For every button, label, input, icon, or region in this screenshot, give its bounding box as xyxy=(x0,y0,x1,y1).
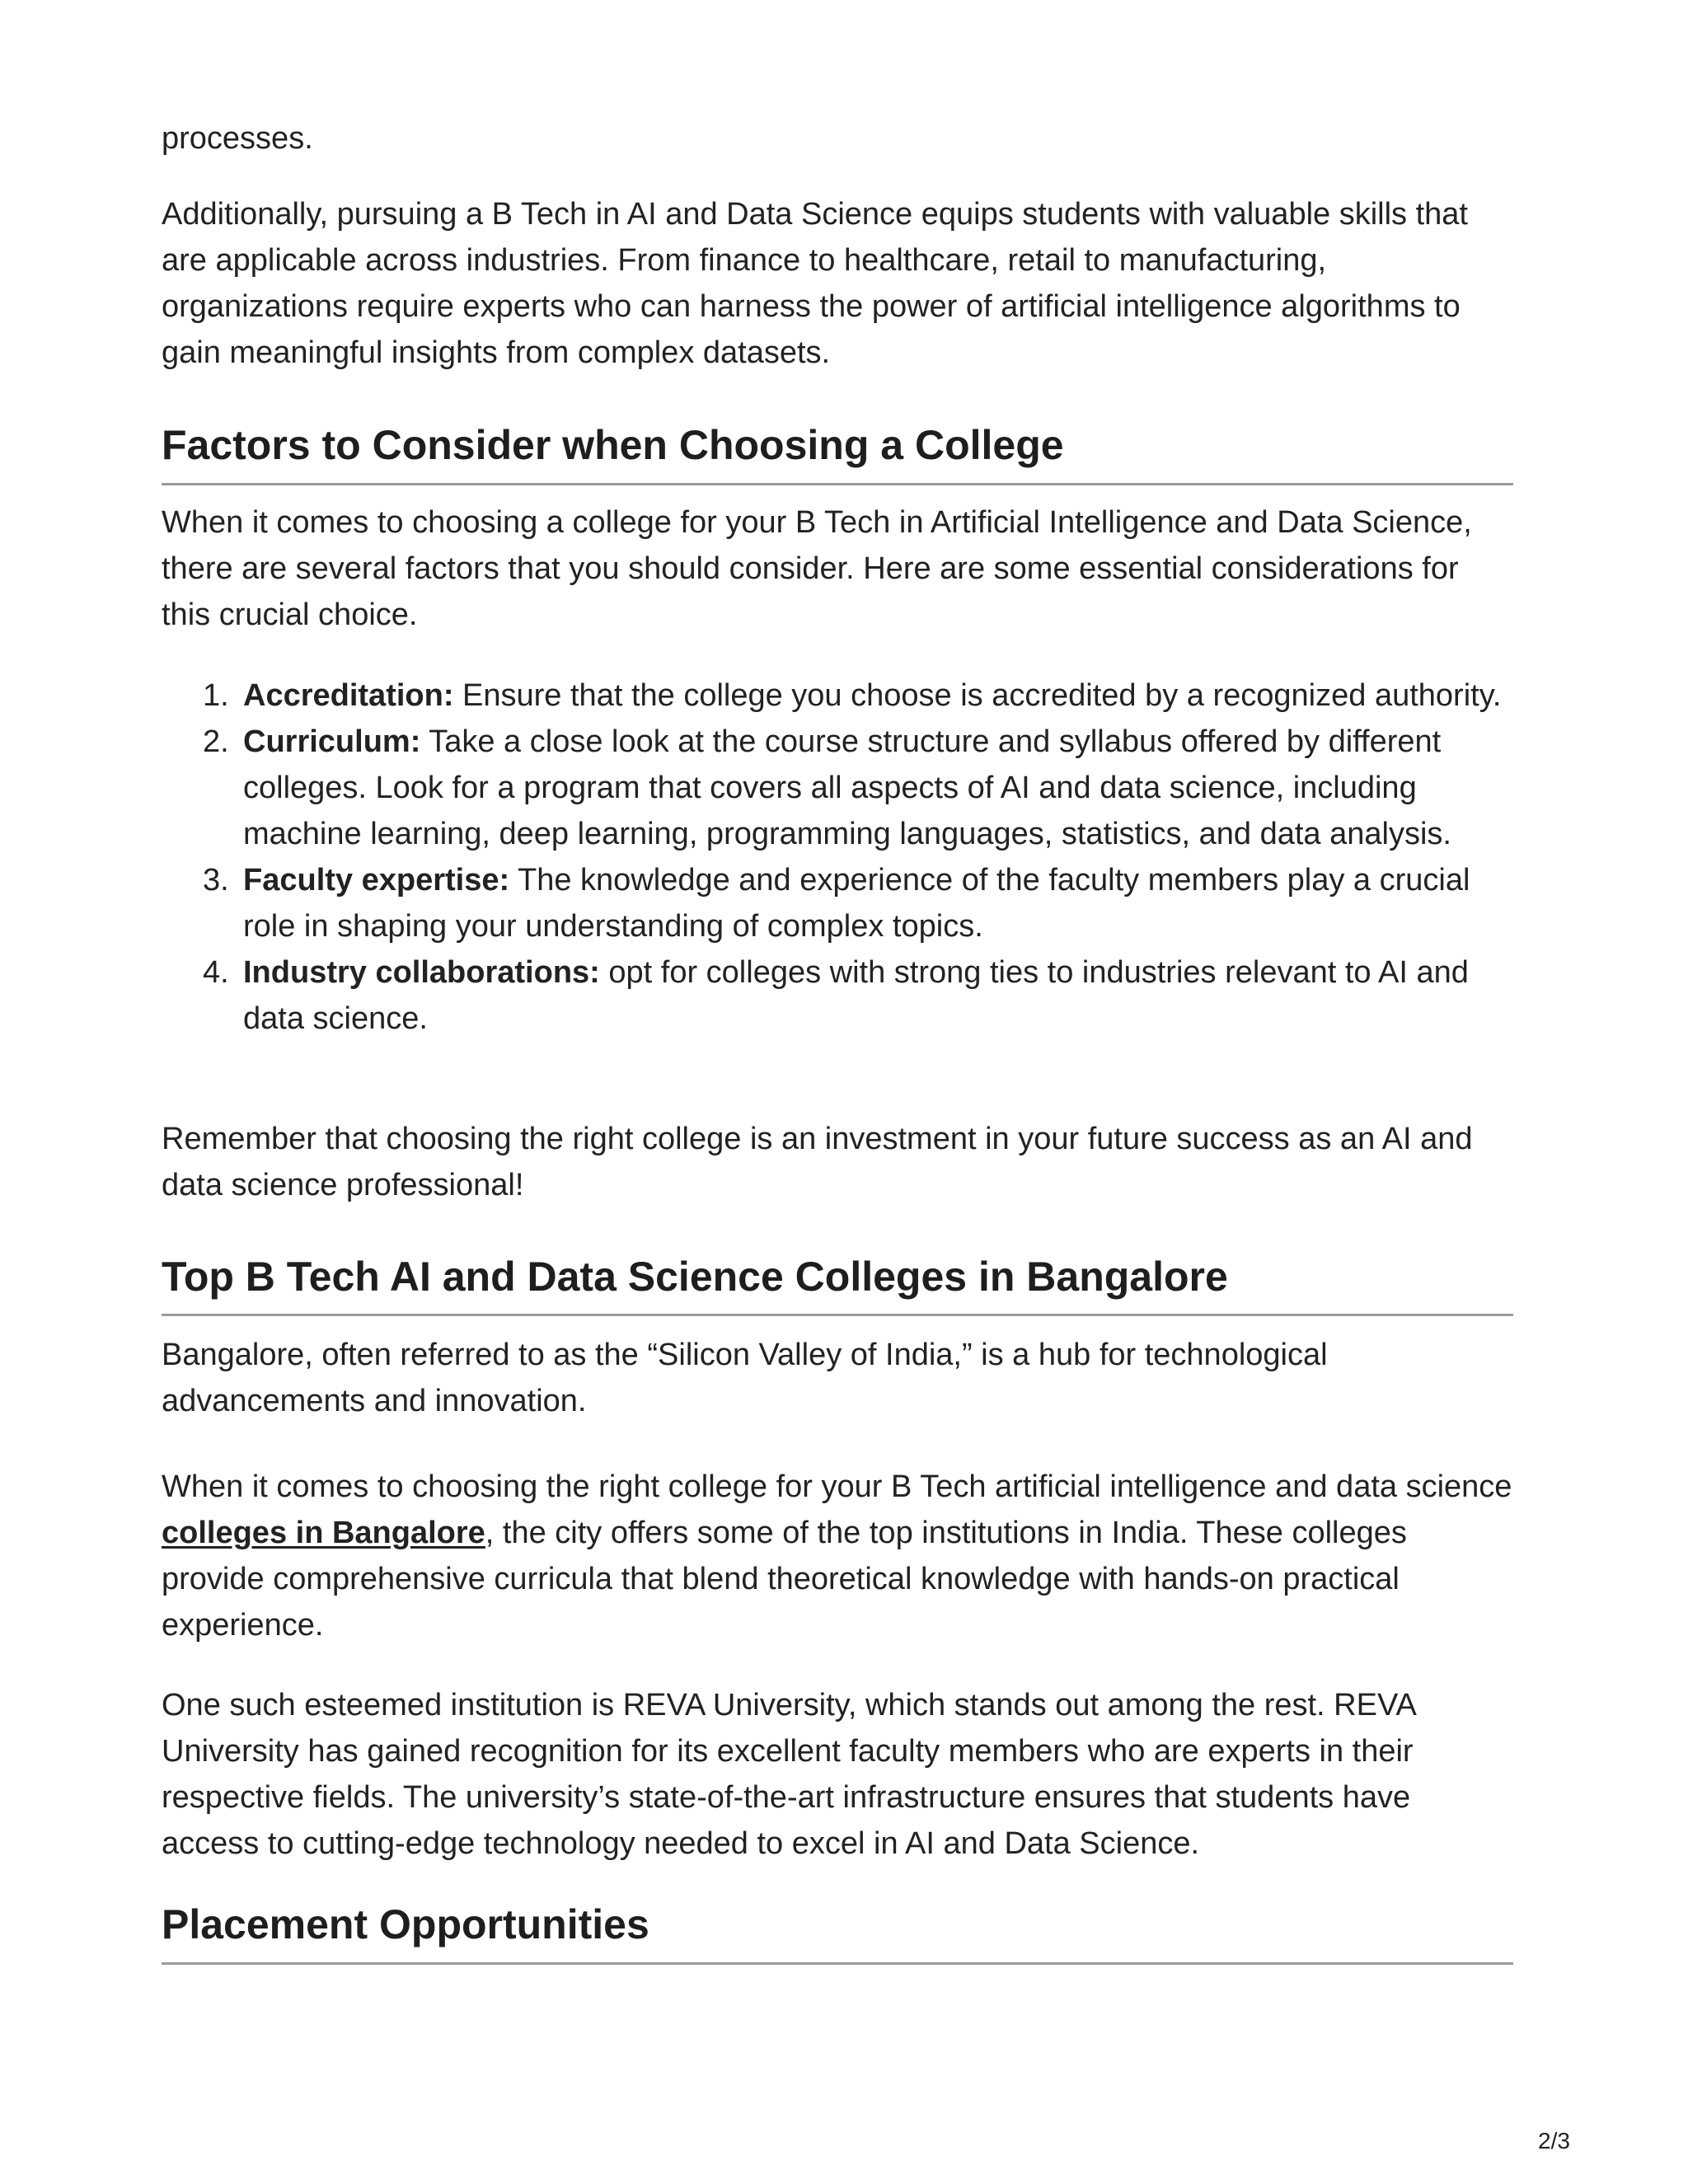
list-item-accreditation xyxy=(162,673,1513,719)
factors-intro-paragraph: When it comes to choosing a college for your B Tech in Artificial Intelligence and Data Science, there are several factors that you should consider. Here are some essential considerations for this crucial choice. xyxy=(162,505,1472,632)
list-item-number: 4. xyxy=(203,955,229,990)
colleges-paragraph-text-before: When it comes to choosing the right college for your B Tech artificial intelligence and data science xyxy=(162,1469,1512,1504)
section-heading-placement: Placement Opportunities xyxy=(162,1901,649,1947)
list-item-curriculum xyxy=(162,719,1513,857)
list-item-faculty-expertise xyxy=(162,857,1513,949)
list-item-term: Curriculum: xyxy=(243,724,421,759)
list-item-term: Faculty expertise: xyxy=(243,863,510,898)
list-item-number: 2. xyxy=(203,724,229,759)
colleges-paragraph-text-after: , the city offers some of the top institutions in India. These colleges provide comprehensive curricula that blend theoretical knowledge with hands-on practical experience. xyxy=(162,1516,1407,1643)
factors-list xyxy=(162,673,1513,1042)
colleges-paragraph xyxy=(162,1464,1513,1648)
colleges-in-bangalore-link[interactable]: colleges in Bangalore xyxy=(162,1516,485,1550)
intro-tail-text: processes. xyxy=(162,121,313,156)
list-item-text: Ensure that the college you choose is accredited by a recognized authority. xyxy=(453,678,1502,713)
list-item-term: Accreditation: xyxy=(243,678,454,713)
list-item-number: 3. xyxy=(203,863,229,898)
intro-paragraph: Additionally, pursuing a B Tech in AI and Data Science equips students with valuable skills that are applicable across industries. From finance to healthcare, retail to manufacturing, organizations require experts who can harness the power of artificial intelligence algorithms to gain meaningful insights from complex datasets. xyxy=(162,197,1468,370)
section-heading-top-colleges: Top B Tech AI and Data Science Colleges in Bangalore xyxy=(162,1254,1228,1300)
list-item-industry-collaborations xyxy=(162,949,1513,1042)
list-item-text: The knowledge and experience of the faculty members play a crucial role in shaping your understanding of complex topics. xyxy=(243,863,1470,944)
section-heading-factors: Factors to Consider when Choosing a College xyxy=(162,422,1064,468)
section-divider xyxy=(162,483,1513,485)
list-item-text: Take a close look at the course structure and syllabus offered by different colleges. Look for a program that covers all aspects of AI and data science, including machine learning, deep learning, programming languages, statistics, and data analysis. xyxy=(243,724,1451,851)
bangalore-intro-paragraph: Bangalore, often referred to as the “Silicon Valley of India,” is a hub for technological advancements and innovation. xyxy=(162,1338,1328,1418)
section-divider xyxy=(162,1962,1513,1965)
section-divider xyxy=(162,1314,1513,1316)
page-number: 2/3 xyxy=(1538,2128,1570,2154)
factors-closing-paragraph: Remember that choosing the right college is an investment in your future success as an AI and data science professional! xyxy=(162,1122,1473,1202)
reva-university-paragraph: One such esteemed institution is REVA University, which stands out among the rest. REVA University has gained recognition for its excellent faculty members who are experts in their respective fields. The university’s state-of-the-art infrastructure ensures that students have access to cutting-edge technology needed to excel in AI and Data Science. xyxy=(162,1688,1415,1861)
list-item-text: opt for colleges with strong ties to industries relevant to AI and data science. xyxy=(243,955,1469,1036)
list-item-term: Industry collaborations: xyxy=(243,955,600,990)
list-item-number: 1. xyxy=(203,678,229,713)
